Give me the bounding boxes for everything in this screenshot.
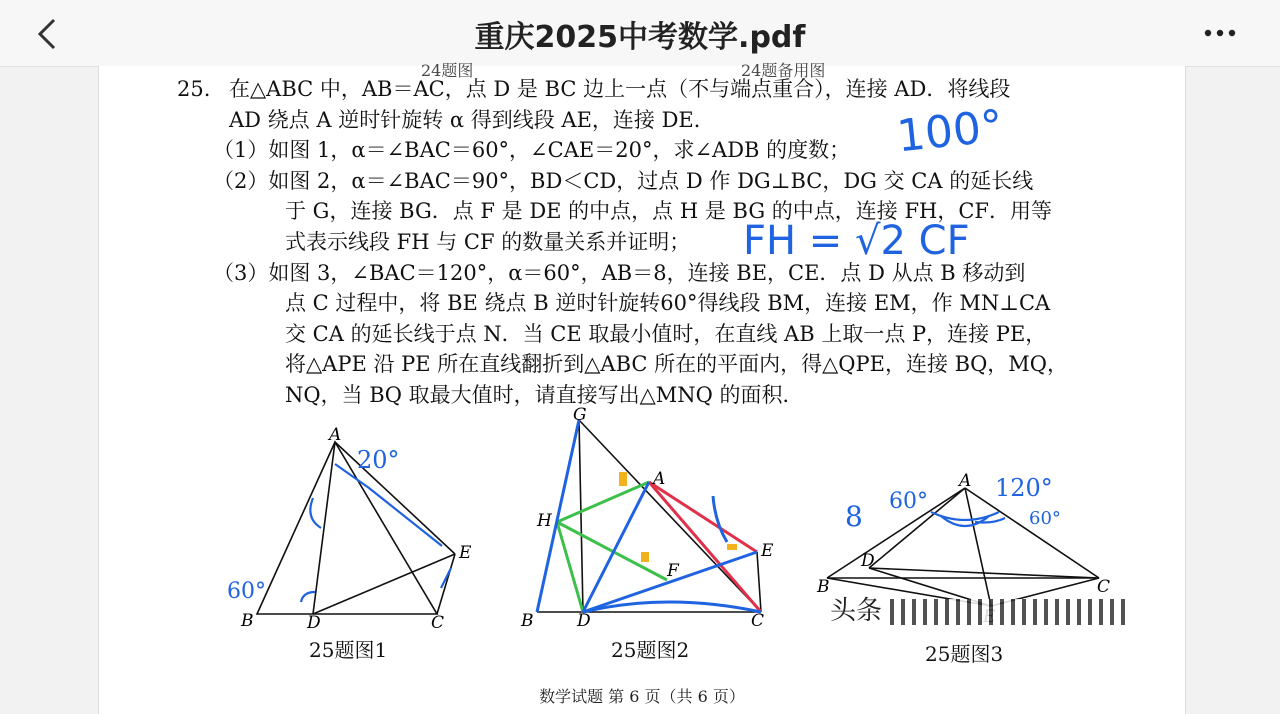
part-3: （3）如图 3，∠BAC＝120°，α＝60°，AB＝8，连接 BE，CE．点 D 从点 B 移动到 (213, 260, 1026, 285)
label-F: F (667, 561, 679, 581)
problem-line: 在△ABC 中，AB＝AC，点 D 是 BC 边上一点（不与端点重合），连接 AD．将线段 (229, 77, 1011, 101)
previous-figure-caption-alt: 24题备用图 (741, 61, 826, 80)
label-D: D (577, 611, 591, 631)
label-B: B (521, 611, 534, 631)
document-title: 重庆2025中考数学.pdf (474, 20, 806, 55)
handwritten-answer-2: FH = √2 CF (743, 218, 970, 264)
figure-1-caption: 25题图1 (309, 638, 388, 662)
fig3-hand-60b: 60° (1029, 508, 1061, 529)
label-B: B (241, 611, 254, 631)
part-3: 交 CA 的延长线于点 N．当 CE 取最小值时，在直线 AB 上取一点 P，连接 PE， (285, 321, 1047, 346)
watermark-mosaic (890, 599, 1130, 625)
fig3-hand-120: 120° (995, 474, 1053, 502)
label-C: C (1097, 577, 1111, 597)
label-A: A (329, 425, 342, 445)
more-dots-icon (1200, 16, 1240, 50)
label-B: B (817, 577, 830, 597)
part-3: NQ，当 BQ 取最大值时，请直接写出△MNQ 的面积． (285, 382, 804, 407)
label-C: C (751, 611, 765, 631)
fig1-hand-angle-20: 20° (357, 446, 400, 474)
fig3-hand-8: 8 (845, 500, 863, 533)
page-footer: 数学试题 第 6 页（共 6 页） (539, 687, 745, 706)
part-2: 式表示线段 FH 与 CF 的数量关系并证明； (285, 229, 691, 254)
figure-2-caption: 25题图2 (611, 638, 690, 662)
label-A: A (959, 471, 972, 491)
watermark-text: 头条 (830, 596, 883, 626)
part-2: 于 G，连接 BG．点 F 是 DE 的中点，点 H 是 BG 的中点，连接 FH，CF．用等 (285, 199, 1052, 224)
label-E: E (761, 541, 774, 561)
figure-2 (517, 405, 777, 632)
previous-figure-caption: 24题图 (421, 61, 474, 80)
figure-3-caption: 25题图3 (925, 642, 1004, 666)
fig1-hand-angle-60: 60° (227, 579, 266, 604)
handwritten-answer-1: 100° (894, 100, 1006, 163)
label-C: C (431, 613, 445, 633)
label-H: H (537, 511, 552, 531)
watermark (830, 590, 1130, 627)
label-A: A (653, 469, 666, 489)
problem-number: 25. (177, 77, 211, 101)
problem-line: AD 绕点 A 逆时针旋转 α 得到线段 AE，连接 DE． (229, 107, 715, 132)
label-D: D (861, 551, 875, 571)
figure-1 (217, 425, 517, 633)
label-G: G (573, 405, 587, 425)
part-3: 将△APE 沿 PE 所在直线翻折到△ABC 所在的平面内，得△QPE，连接 BQ，MQ， (285, 352, 1069, 377)
top-bar (0, 0, 1280, 67)
label-E: E (459, 543, 472, 563)
part-2: （2）如图 2，α＝∠BAC＝90°，BD＜CD，过点 D 作 DG⊥BC，DG 交 CA 的延长线 (213, 168, 1034, 193)
part-3: 点 C 过程中，将 BE 绕点 B 逆时针旋转60°得线段 BM，连接 EM，作 MN⊥CA (285, 291, 1051, 316)
label-D: D (307, 613, 321, 633)
part-1: （1）如图 1，α＝∠BAC＝60°，∠CAE＝20°，求∠ADB 的度数； (213, 138, 851, 163)
fig3-hand-60: 60° (889, 489, 928, 514)
more-options-button[interactable] (1200, 16, 1240, 50)
